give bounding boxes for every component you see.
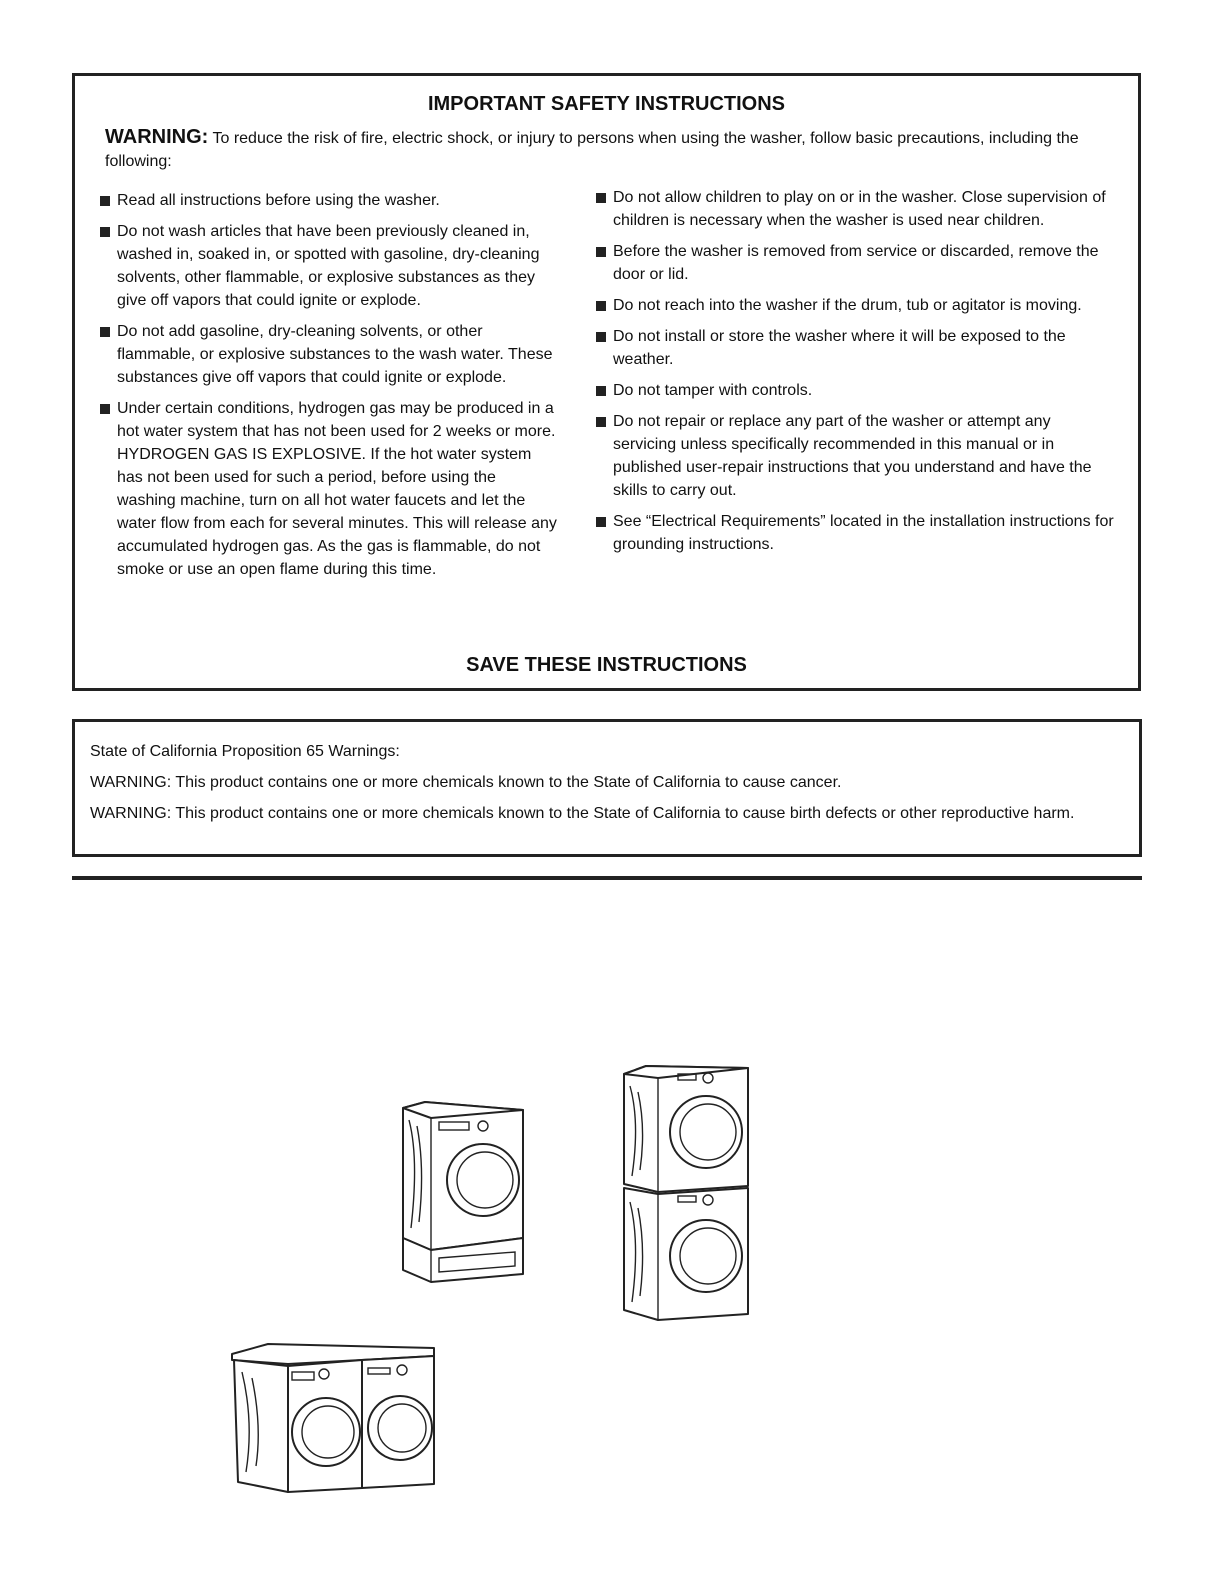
safety-list-left (99, 189, 559, 589)
list-item: Read all instructions before using the washer. (99, 189, 559, 212)
warning-label: WARNING: (105, 126, 209, 148)
side-by-side-washer-dryer-illustration (228, 1342, 438, 1494)
warning-text: To reduce the risk of fire, electric shock, or injury to persons when using the washer, follow basic precautions, including the following: (105, 130, 1079, 170)
safety-title: IMPORTANT SAFETY INSTRUCTIONS (427, 93, 786, 115)
list-item: Before the washer is removed from service or discarded, remove the door or lid. (595, 240, 1115, 286)
list-item: Do not wash articles that have been previously cleaned in, washed in, soaked in, or spotted with gasoline, dry-cleaning solvents, other flammable, or explosive substances as they give off vapors that could ignite or explode. (99, 220, 559, 312)
list-item: Do not tamper with controls. (595, 379, 1115, 402)
warning-intro (105, 126, 1105, 173)
stacked-washer-dryer-illustration (618, 1062, 754, 1322)
prop65-warning-birth-defects: WARNING: This product contains one or more chemicals known to the State of California to cause birth defects or other reproductive harm. (90, 805, 1075, 822)
list-item: Do not add gasoline, dry-cleaning solvents, or other flammable, or explosive substances to the wash water. These substances give off vapors that could ignite or explode. (99, 320, 559, 389)
prop65-warning-box (72, 719, 1142, 857)
safety-instructions-box (72, 73, 1141, 691)
list-item: Do not install or store the washer where it will be exposed to the weather. (595, 325, 1115, 371)
list-item: Do not allow children to play on or in the washer. Close supervision of children is necessary when the washer is used near children. (595, 186, 1115, 232)
section-divider (72, 876, 1142, 880)
list-item: See “Electrical Requirements” located in the installation instructions for grounding instructions. (595, 510, 1115, 556)
prop65-heading: State of California Proposition 65 Warnings: (90, 743, 400, 760)
safety-list-right (595, 186, 1115, 564)
list-item: Do not repair or replace any part of the washer or attempt any servicing unless specifically recommended in this manual or in published user-repair instructions that you understand and have the skills to carry out. (595, 410, 1115, 502)
save-instructions-title: SAVE THESE INSTRUCTIONS (466, 654, 747, 676)
washer-on-pedestal-illustration (395, 1098, 530, 1284)
list-item: Do not reach into the washer if the drum, tub or agitator is moving. (595, 294, 1115, 317)
prop65-warning-cancer: WARNING: This product contains one or more chemicals known to the State of California to cause cancer. (90, 774, 842, 791)
list-item: Under certain conditions, hydrogen gas may be produced in a hot water system that has not been used for 2 weeks or more. HYDROGEN GAS IS EXPLOSIVE. If the hot water system has not been used for such a period, before using the washing machine, turn on all hot water faucets and let the water flow from each for several minutes. This will release any accumulated hydrogen gas. As the gas is flammable, do not smoke or use an open flame during this time. (99, 397, 559, 581)
